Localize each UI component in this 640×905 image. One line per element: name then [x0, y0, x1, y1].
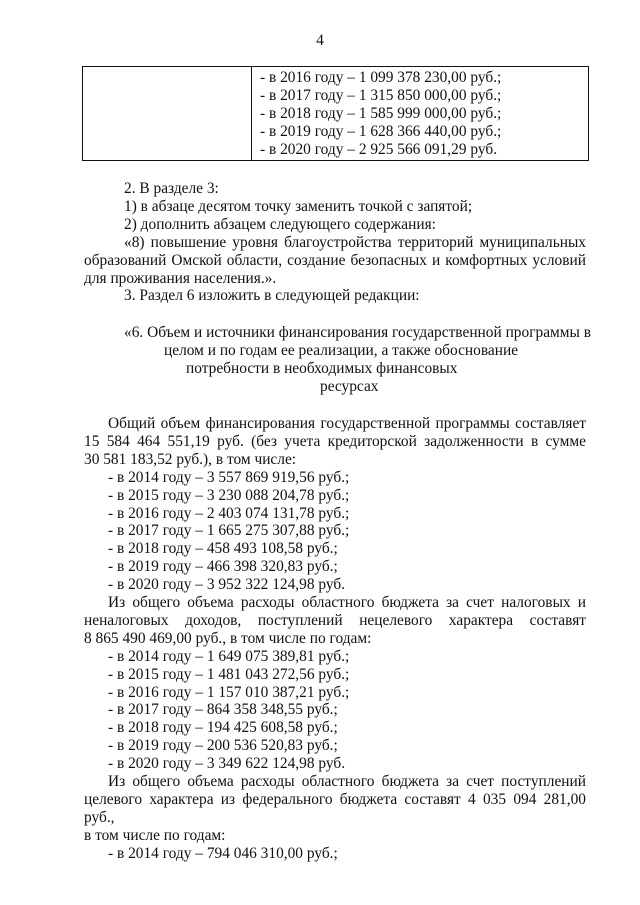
document-body — [84, 180, 591, 863]
quote-line: образований Омской области, создание безопасных и комфортных условий — [84, 251, 586, 269]
section-6-heading — [84, 324, 591, 396]
total-year-line: - в 2017 году – 1 665 275 307,88 руб.; — [108, 522, 350, 540]
total-year-line: - в 2014 году – 3 557 869 919,56 руб.; — [108, 468, 350, 486]
heading-line: ресурсах — [320, 378, 379, 396]
quote-line: для проживания населения.». — [84, 269, 277, 287]
total-year-line: - в 2018 году – 458 493 108,58 руб.; — [108, 540, 338, 558]
regional-paragraph-line: неналоговых доходов, поступлений нецелевого характера составят — [84, 611, 586, 629]
total-paragraph-line: 15 584 464 551,19 руб. (без учета кредиторской задолженности в сумме — [84, 432, 586, 450]
table-year-line: - в 2018 году – 1 585 999 000,00 руб.; — [260, 104, 502, 122]
regional-year-line: - в 2014 году – 1 649 075 389,81 руб.; — [108, 647, 350, 665]
federal-paragraph-line: Из общего объема расходы областного бюджета за счет поступлений — [108, 773, 586, 791]
regional-year-line: - в 2019 году – 200 536 520,83 руб.; — [108, 737, 338, 755]
page-number: 4 — [316, 32, 324, 49]
regional-year-line: - в 2018 году – 194 425 608,58 руб.; — [108, 719, 338, 737]
federal-paragraph-line: в том числе по годам: — [84, 826, 226, 844]
total-year-line: - в 2015 году – 3 230 088 204,78 руб.; — [108, 486, 350, 504]
regional-paragraph-line: Из общего объема расходы областного бюджета за счет налоговых и — [108, 594, 586, 612]
heading-line: потребности в необходимых финансовых — [186, 360, 458, 378]
table-cell-years — [252, 67, 589, 161]
regional-year-line: - в 2020 году – 3 349 622 124,98 руб. — [108, 755, 346, 773]
regional-paragraph-line: 8 865 490 469,00 руб., в том числе по годам: — [84, 629, 372, 647]
table-cell-empty — [83, 67, 252, 161]
funding-table — [82, 66, 589, 161]
total-year-line: - в 2020 году – 3 952 322 124,98 руб. — [108, 576, 346, 594]
regional-year-line: - в 2017 году – 864 358 348,55 руб.; — [108, 701, 338, 719]
table-year-line: - в 2020 году – 2 925 566 091,29 руб. — [260, 140, 498, 158]
table-year-line: - в 2017 году – 1 315 850 000,00 руб.; — [260, 86, 502, 104]
table-year-line: - в 2016 году – 1 099 378 230,00 руб.; — [260, 69, 502, 86]
heading-line: целом и по годам ее реализации, а также обоснование — [164, 342, 519, 360]
total-year-line: - в 2016 году – 2 403 074 131,78 руб.; — [108, 504, 350, 522]
regional-year-line: - в 2015 году – 1 481 043 272,56 руб.; — [108, 665, 350, 683]
section-3-title: 2. В разделе 3: — [124, 180, 219, 197]
total-paragraph-line: Общий объем финансирования государственной программы составляет — [108, 414, 586, 432]
total-year-line: - в 2019 году – 466 398 320,83 руб.; — [108, 558, 338, 576]
quote-line: «8) повышение уровня благоустройства территорий муниципальных — [124, 233, 586, 251]
table-year-line: - в 2019 году – 1 628 366 440,00 руб.; — [260, 122, 502, 140]
total-paragraph-line: 30 581 183,52 руб.), в том числе: — [84, 450, 297, 468]
regional-year-line: - в 2016 году – 1 157 010 387,21 руб.; — [108, 683, 350, 701]
heading-line: «6. Объем и источники финансирования государственной программы в — [124, 324, 591, 342]
section-3-item-1: 1) в абзаце десятом точку заменить точкой с запятой; — [124, 197, 473, 215]
federal-paragraph-line: целевого характера из федерального бюджета составят 4 035 094 281,00 руб., — [84, 791, 586, 826]
federal-year-line: - в 2014 году – 794 046 310,00 руб.; — [108, 844, 338, 862]
table-row — [83, 67, 589, 161]
section-3-item-2: 2) дополнить абзацем следующего содержания: — [124, 215, 436, 233]
section-3-item-3: 3. Раздел 6 изложить в следующей редакции: — [124, 287, 420, 305]
